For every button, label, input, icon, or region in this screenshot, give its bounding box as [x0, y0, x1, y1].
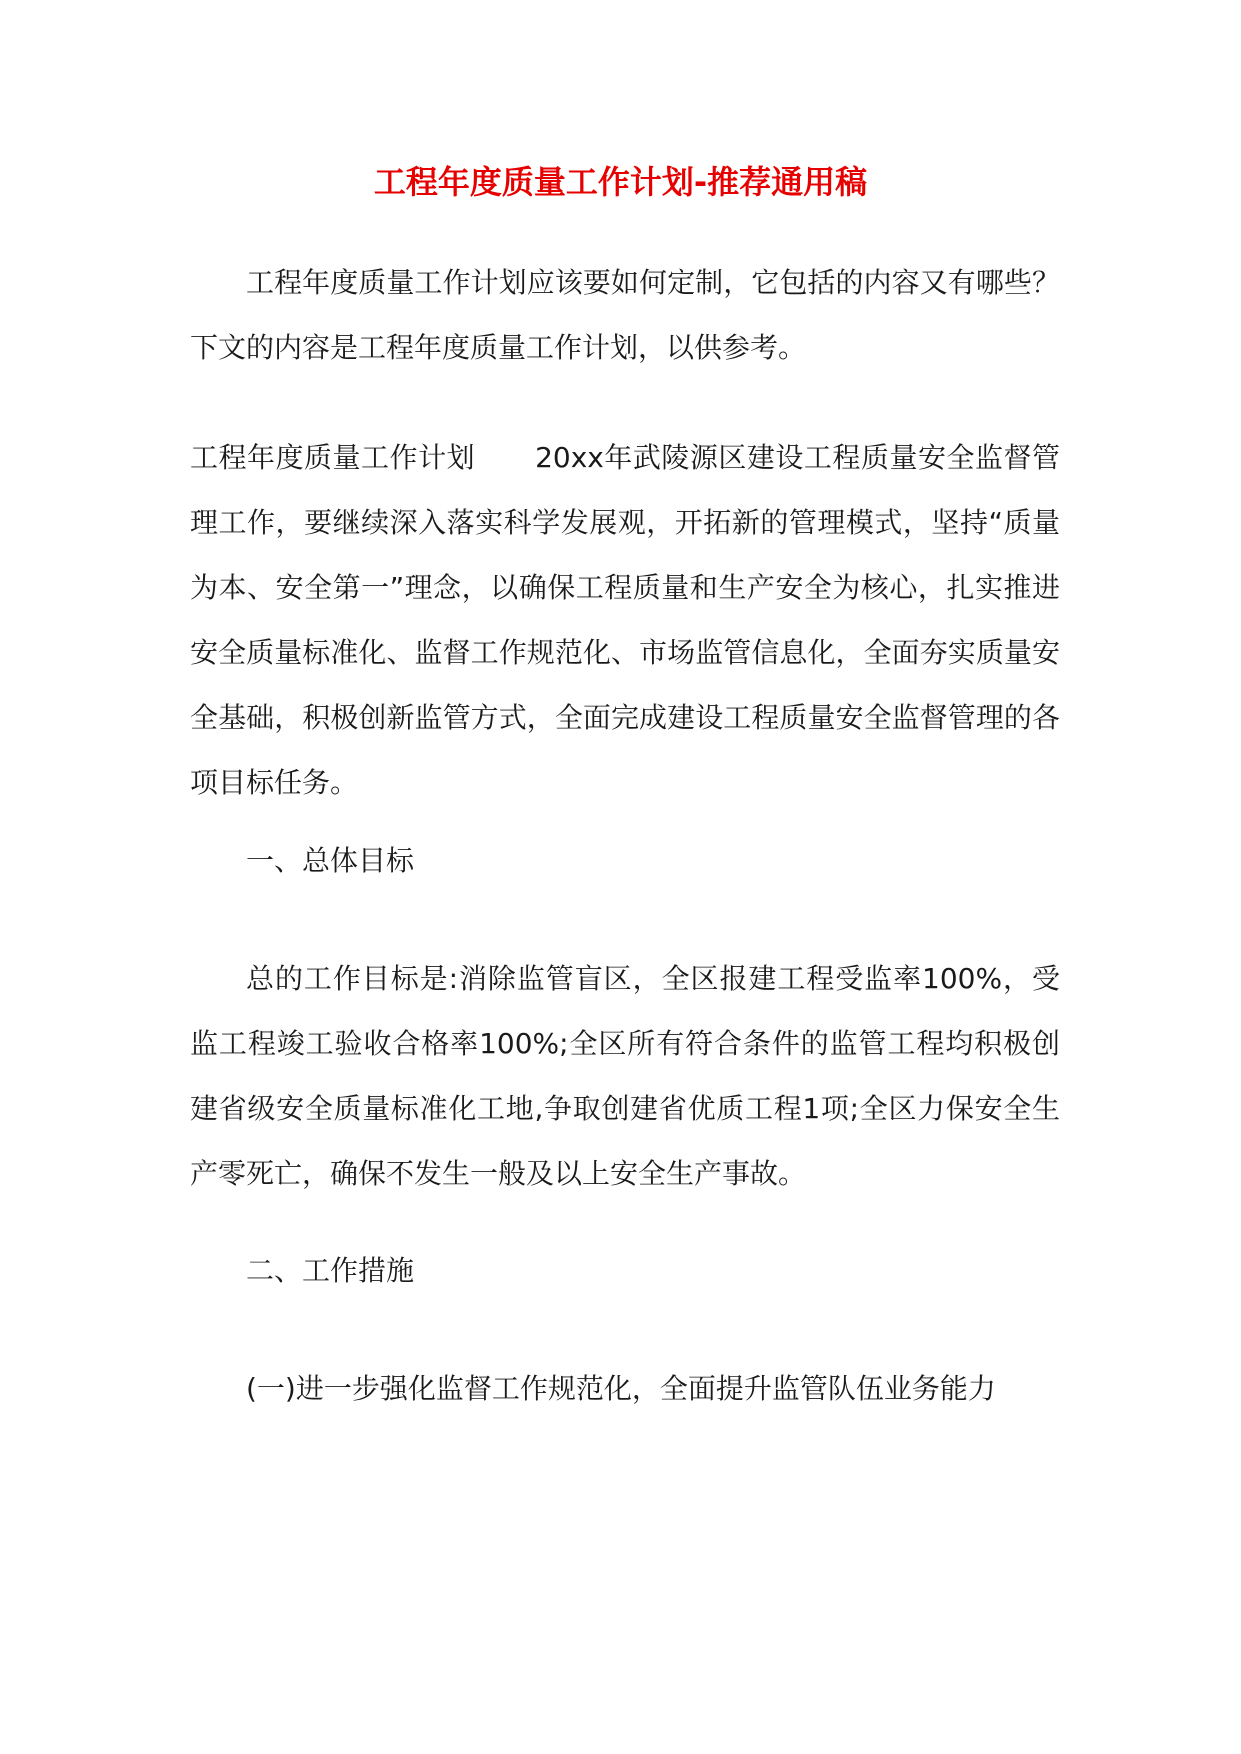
subsection-heading-1: (一)进一步强化监督工作规范化，全面提升监管队伍业务能力 — [246, 1372, 996, 1405]
intro-paragraph: 工程年度质量工作计划应该要如何定制，它包括的内容又有哪些？下文的内容是工程年度质量工作计划，以供参考。 — [190, 266, 1060, 364]
plan-label: 工程年度质量工作计划 — [190, 441, 476, 474]
section-heading-overall-goal: 一、总体目标 — [246, 844, 415, 877]
overall-goal-paragraph: 总的工作目标是:消除监管盲区，全区报建工程受监率100%，受监工程竣工验收合格率100%;全区所有符合条件的监管工程均积极创建省级安全质量标准化工地,争取创建省优质工程1项;全区力保安全生产零死亡，确保不发生一般及以上安全生产事故。 — [190, 962, 1060, 1190]
document-title: 工程年度质量工作计划-推荐通用稿 — [373, 163, 868, 201]
plan-paragraph — [190, 425, 1060, 815]
plan-body: 20xx年武陵源区建设工程质量安全监督管理工作，要继续深入落实科学发展观，开拓新的管理模式，坚持“质量为本、安全第一”理念，以确保工程质量和生产安全为核心，扎实推进安全质量标准化、监督工作规范化、市场监管信息化，全面夯实质量安全基础，积极创新监管方式，全面完成建设工程质量安全监督管理的各项目标任务。 — [190, 441, 1060, 799]
section-heading-work-measures: 二、工作措施 — [246, 1254, 415, 1287]
